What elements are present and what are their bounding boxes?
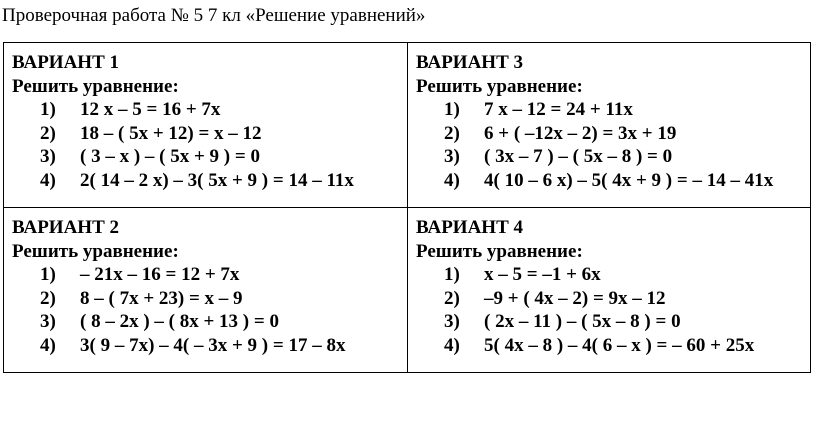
equation-text: 6 + ( –12x – 2) = 3x + 19	[484, 122, 677, 144]
equation-text: 4( 10 – 6 x) – 5( 4x + 9 ) = – 14 – 41x	[484, 169, 774, 191]
variant-title: ВАРИАНТ 3	[416, 52, 524, 73]
equation-item	[12, 169, 407, 193]
equation-number: 1)	[444, 99, 460, 120]
task-instruction: Решить уравнение:	[12, 240, 179, 262]
variant-cell-2	[4, 208, 408, 372]
variant-title: ВАРИАНТ 2	[12, 217, 120, 238]
equation-number: 3)	[444, 146, 460, 167]
equation-text: ( 8 – 2x ) – ( 8x + 13 ) = 0	[80, 311, 279, 332]
task-instruction: Решить уравнение:	[416, 240, 583, 262]
equation-item	[12, 334, 407, 358]
equation-number: 3)	[444, 311, 460, 332]
equation-text: 3( 9 – 7x) – 4( – 3x + 9 ) = 17 – 8x	[80, 334, 346, 356]
equation-item	[416, 287, 811, 311]
equation-item	[416, 263, 811, 287]
equation-item	[12, 98, 407, 122]
equation-number: 3)	[40, 311, 56, 332]
equation-number: 2)	[40, 122, 56, 144]
equation-item	[416, 98, 811, 122]
equation-item	[12, 310, 407, 334]
equation-number: 4)	[444, 334, 460, 356]
variant-cell-3	[408, 43, 811, 208]
equation-item	[416, 310, 811, 334]
equation-list	[12, 98, 407, 192]
equation-text: 18 – ( 5x + 12) = x – 12	[80, 122, 262, 144]
equation-list	[416, 263, 811, 357]
variants-table	[3, 42, 811, 373]
equation-number: 2)	[40, 287, 56, 309]
equation-item	[416, 169, 811, 193]
equation-item	[416, 122, 811, 146]
equation-number: 2)	[444, 287, 460, 309]
equation-text: 7 x – 12 = 24 + 11x	[484, 99, 633, 120]
equation-number: 1)	[444, 264, 460, 285]
equation-number: 1)	[40, 99, 56, 120]
task-instruction: Решить уравнение:	[416, 75, 583, 97]
equation-item	[12, 263, 407, 287]
equation-text: 8 – ( 7x + 23) = x – 9	[80, 287, 243, 309]
equation-list	[12, 263, 407, 357]
equation-text: –9 + ( 4x – 2) = 9x – 12	[484, 287, 666, 309]
variant-cell-4	[408, 208, 811, 372]
equation-text: ( 2x – 11 ) – ( 5x – 8 ) = 0	[484, 311, 681, 332]
variant-cell-1	[4, 43, 408, 208]
equation-text: ( 3x – 7 ) – ( 5x – 8 ) = 0	[484, 146, 673, 167]
equation-number: 3)	[40, 146, 56, 167]
equation-item	[12, 122, 407, 146]
equation-text: ( 3 – x ) – ( 5x + 9 ) = 0	[80, 146, 260, 167]
equation-text: 5( 4x – 8 ) – 4( 6 – x ) = – 60 + 25x	[484, 334, 755, 356]
equation-number: 1)	[40, 264, 56, 285]
equation-text: 12 x – 5 = 16 + 7x	[80, 99, 221, 120]
task-instruction: Решить уравнение:	[12, 75, 179, 97]
equation-text: x – 5 = –1 + 6x	[484, 264, 601, 285]
equation-number: 2)	[444, 122, 460, 144]
page-title: Проверочная работа № 5 7 кл «Решение уравнений»	[2, 5, 426, 26]
equation-list	[416, 98, 811, 192]
equation-text: 2( 14 – 2 x) – 3( 5x + 9 ) = 14 – 11x	[80, 169, 354, 191]
variant-title: ВАРИАНТ 1	[12, 52, 120, 73]
equation-item	[416, 145, 811, 169]
equation-item	[416, 334, 811, 358]
equation-text: – 21x – 16 = 12 + 7x	[80, 264, 240, 285]
equation-item	[12, 287, 407, 311]
equation-item	[12, 145, 407, 169]
equation-number: 4)	[444, 169, 460, 191]
equation-number: 4)	[40, 169, 56, 191]
variant-title: ВАРИАНТ 4	[416, 217, 524, 238]
equation-number: 4)	[40, 334, 56, 356]
